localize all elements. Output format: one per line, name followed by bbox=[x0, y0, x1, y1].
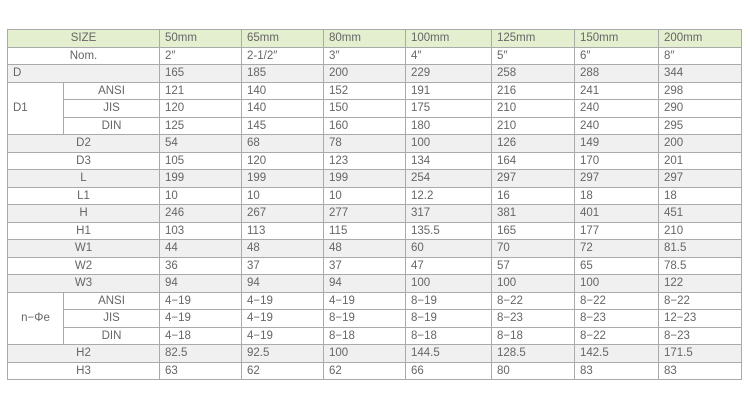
value-cell: 70 bbox=[492, 240, 575, 258]
value-cell: 83 bbox=[575, 362, 659, 380]
value-cell: 48 bbox=[324, 240, 406, 258]
value-cell: 240 bbox=[575, 117, 659, 135]
value-cell: 290 bbox=[659, 100, 742, 118]
value-cell: 8−19 bbox=[406, 310, 492, 328]
value-cell: 120 bbox=[160, 100, 242, 118]
value-cell: 100 bbox=[324, 345, 406, 363]
value-cell: 10 bbox=[242, 187, 324, 205]
value-cell: 4″ bbox=[406, 47, 492, 65]
value-cell: 185 bbox=[242, 65, 324, 83]
row-label: H bbox=[8, 205, 160, 223]
value-cell: 175 bbox=[406, 100, 492, 118]
value-cell: 78.5 bbox=[659, 257, 742, 275]
row-label: H2 bbox=[8, 345, 160, 363]
row-label: H1 bbox=[8, 222, 160, 240]
standard-label: ANSI bbox=[64, 82, 160, 100]
row-label: W3 bbox=[8, 275, 160, 293]
value-cell: 297 bbox=[575, 170, 659, 188]
value-cell: 297 bbox=[659, 170, 742, 188]
value-cell: 82.5 bbox=[160, 345, 242, 363]
value-cell: 288 bbox=[575, 65, 659, 83]
value-cell: 150 bbox=[324, 100, 406, 118]
value-cell: 16 bbox=[492, 187, 575, 205]
value-cell: 62 bbox=[242, 362, 324, 380]
value-cell: 180 bbox=[406, 117, 492, 135]
value-cell: 145 bbox=[242, 117, 324, 135]
value-cell: 8−18 bbox=[492, 327, 575, 345]
value-cell: 47 bbox=[406, 257, 492, 275]
value-cell: 12.2 bbox=[406, 187, 492, 205]
l-row bbox=[8, 170, 742, 188]
value-cell: 8−18 bbox=[406, 327, 492, 345]
value-cell: 6″ bbox=[575, 47, 659, 65]
h1-row bbox=[8, 222, 742, 240]
value-cell: 72 bbox=[575, 240, 659, 258]
value-cell: 8−22 bbox=[492, 292, 575, 310]
value-cell: 171.5 bbox=[659, 345, 742, 363]
row-label: D bbox=[8, 65, 160, 83]
row-label: H3 bbox=[8, 362, 160, 380]
size-header-cell: 150mm bbox=[575, 30, 659, 48]
value-cell: 451 bbox=[659, 205, 742, 223]
value-cell: 100 bbox=[575, 275, 659, 293]
value-cell: 4−19 bbox=[242, 310, 324, 328]
w3-row bbox=[8, 275, 742, 293]
value-cell: 37 bbox=[242, 257, 324, 275]
standard-label: ANSI bbox=[64, 292, 160, 310]
value-cell: 105 bbox=[160, 152, 242, 170]
value-cell: 381 bbox=[492, 205, 575, 223]
value-cell: 210 bbox=[492, 100, 575, 118]
value-cell: 165 bbox=[492, 222, 575, 240]
d3-row bbox=[8, 152, 742, 170]
value-cell: 8−18 bbox=[324, 327, 406, 345]
size-header-cell: 65mm bbox=[242, 30, 324, 48]
standard-label: DIN bbox=[64, 117, 160, 135]
header-row bbox=[8, 30, 742, 48]
value-cell: 100 bbox=[406, 135, 492, 153]
value-cell: 94 bbox=[242, 275, 324, 293]
nominal-row bbox=[8, 47, 742, 65]
value-cell: 241 bbox=[575, 82, 659, 100]
row-label: W1 bbox=[8, 240, 160, 258]
value-cell: 142.5 bbox=[575, 345, 659, 363]
value-cell: 36 bbox=[160, 257, 242, 275]
size-header-cell: 200mm bbox=[659, 30, 742, 48]
standard-label: JIS bbox=[64, 310, 160, 328]
value-cell: 68 bbox=[242, 135, 324, 153]
value-cell: 10 bbox=[160, 187, 242, 205]
value-cell: 128.5 bbox=[492, 345, 575, 363]
d2-row bbox=[8, 135, 742, 153]
dimension-table bbox=[7, 29, 742, 380]
value-cell: 246 bbox=[160, 205, 242, 223]
row-label: D3 bbox=[8, 152, 160, 170]
row-label: L bbox=[8, 170, 160, 188]
value-cell: 317 bbox=[406, 205, 492, 223]
value-cell: 121 bbox=[160, 82, 242, 100]
value-cell: 3″ bbox=[324, 47, 406, 65]
value-cell: 57 bbox=[492, 257, 575, 275]
value-cell: 113 bbox=[242, 222, 324, 240]
value-cell: 152 bbox=[324, 82, 406, 100]
value-cell: 37 bbox=[324, 257, 406, 275]
value-cell: 4−19 bbox=[242, 292, 324, 310]
value-cell: 8−22 bbox=[659, 292, 742, 310]
value-cell: 8−23 bbox=[659, 327, 742, 345]
group-label: D1 bbox=[8, 82, 64, 135]
value-cell: 8−19 bbox=[406, 292, 492, 310]
value-cell: 4−19 bbox=[160, 310, 242, 328]
value-cell: 100 bbox=[492, 275, 575, 293]
value-cell: 123 bbox=[324, 152, 406, 170]
value-cell: 120 bbox=[242, 152, 324, 170]
value-cell: 54 bbox=[160, 135, 242, 153]
value-cell: 81.5 bbox=[659, 240, 742, 258]
value-cell: 65 bbox=[575, 257, 659, 275]
d1-ansi-row bbox=[8, 82, 742, 100]
value-cell: 4−19 bbox=[324, 292, 406, 310]
value-cell: 78 bbox=[324, 135, 406, 153]
value-cell: 140 bbox=[242, 100, 324, 118]
value-cell: 267 bbox=[242, 205, 324, 223]
value-cell: 200 bbox=[659, 135, 742, 153]
l1-row bbox=[8, 187, 742, 205]
value-cell: 199 bbox=[160, 170, 242, 188]
value-cell: 229 bbox=[406, 65, 492, 83]
d-row bbox=[8, 65, 742, 83]
value-cell: 94 bbox=[160, 275, 242, 293]
row-label: L1 bbox=[8, 187, 160, 205]
value-cell: 125 bbox=[160, 117, 242, 135]
value-cell: 199 bbox=[242, 170, 324, 188]
size-header-cell: 50mm bbox=[160, 30, 242, 48]
w1-row bbox=[8, 240, 742, 258]
value-cell: 103 bbox=[160, 222, 242, 240]
value-cell: 298 bbox=[659, 82, 742, 100]
value-cell: 295 bbox=[659, 117, 742, 135]
value-cell: 277 bbox=[324, 205, 406, 223]
value-cell: 83 bbox=[659, 362, 742, 380]
value-cell: 8−22 bbox=[575, 327, 659, 345]
value-cell: 12−23 bbox=[659, 310, 742, 328]
value-cell: 66 bbox=[406, 362, 492, 380]
h3-row bbox=[8, 362, 742, 380]
value-cell: 92.5 bbox=[242, 345, 324, 363]
value-cell: 100 bbox=[406, 275, 492, 293]
value-cell: 2″ bbox=[160, 47, 242, 65]
row-label: Nom. bbox=[8, 47, 160, 65]
size-header-cell: 125mm bbox=[492, 30, 575, 48]
value-cell: 63 bbox=[160, 362, 242, 380]
value-cell: 170 bbox=[575, 152, 659, 170]
value-cell: 2-1/2″ bbox=[242, 47, 324, 65]
value-cell: 5″ bbox=[492, 47, 575, 65]
value-cell: 344 bbox=[659, 65, 742, 83]
value-cell: 8−22 bbox=[575, 292, 659, 310]
value-cell: 8″ bbox=[659, 47, 742, 65]
d1-din-row bbox=[8, 117, 742, 135]
d1-jis-row bbox=[8, 100, 742, 118]
holes-ansi-row bbox=[8, 292, 742, 310]
value-cell: 122 bbox=[659, 275, 742, 293]
value-cell: 60 bbox=[406, 240, 492, 258]
value-cell: 160 bbox=[324, 117, 406, 135]
value-cell: 10 bbox=[324, 187, 406, 205]
value-cell: 177 bbox=[575, 222, 659, 240]
value-cell: 201 bbox=[659, 152, 742, 170]
value-cell: 401 bbox=[575, 205, 659, 223]
size-header-label: SIZE bbox=[8, 30, 160, 48]
holes-jis-row bbox=[8, 310, 742, 328]
value-cell: 164 bbox=[492, 152, 575, 170]
value-cell: 210 bbox=[492, 117, 575, 135]
h-row bbox=[8, 205, 742, 223]
value-cell: 134 bbox=[406, 152, 492, 170]
standard-label: DIN bbox=[64, 327, 160, 345]
value-cell: 191 bbox=[406, 82, 492, 100]
value-cell: 8−23 bbox=[575, 310, 659, 328]
value-cell: 140 bbox=[242, 82, 324, 100]
value-cell: 165 bbox=[160, 65, 242, 83]
size-header-cell: 100mm bbox=[406, 30, 492, 48]
row-label: W2 bbox=[8, 257, 160, 275]
holes-din-row bbox=[8, 327, 742, 345]
value-cell: 8−23 bbox=[492, 310, 575, 328]
value-cell: 297 bbox=[492, 170, 575, 188]
size-header-cell: 80mm bbox=[324, 30, 406, 48]
value-cell: 240 bbox=[575, 100, 659, 118]
value-cell: 48 bbox=[242, 240, 324, 258]
value-cell: 126 bbox=[492, 135, 575, 153]
value-cell: 4−19 bbox=[160, 292, 242, 310]
value-cell: 199 bbox=[324, 170, 406, 188]
value-cell: 4−19 bbox=[242, 327, 324, 345]
value-cell: 254 bbox=[406, 170, 492, 188]
h2-row bbox=[8, 345, 742, 363]
value-cell: 200 bbox=[324, 65, 406, 83]
w2-row bbox=[8, 257, 742, 275]
value-cell: 18 bbox=[659, 187, 742, 205]
value-cell: 149 bbox=[575, 135, 659, 153]
value-cell: 258 bbox=[492, 65, 575, 83]
value-cell: 8−19 bbox=[324, 310, 406, 328]
value-cell: 216 bbox=[492, 82, 575, 100]
row-label: D2 bbox=[8, 135, 160, 153]
standard-label: JIS bbox=[64, 100, 160, 118]
value-cell: 210 bbox=[659, 222, 742, 240]
value-cell: 4−18 bbox=[160, 327, 242, 345]
value-cell: 62 bbox=[324, 362, 406, 380]
value-cell: 115 bbox=[324, 222, 406, 240]
value-cell: 80 bbox=[492, 362, 575, 380]
value-cell: 135.5 bbox=[406, 222, 492, 240]
value-cell: 18 bbox=[575, 187, 659, 205]
value-cell: 94 bbox=[324, 275, 406, 293]
value-cell: 144.5 bbox=[406, 345, 492, 363]
value-cell: 44 bbox=[160, 240, 242, 258]
group-label: n−Φe bbox=[8, 292, 64, 345]
